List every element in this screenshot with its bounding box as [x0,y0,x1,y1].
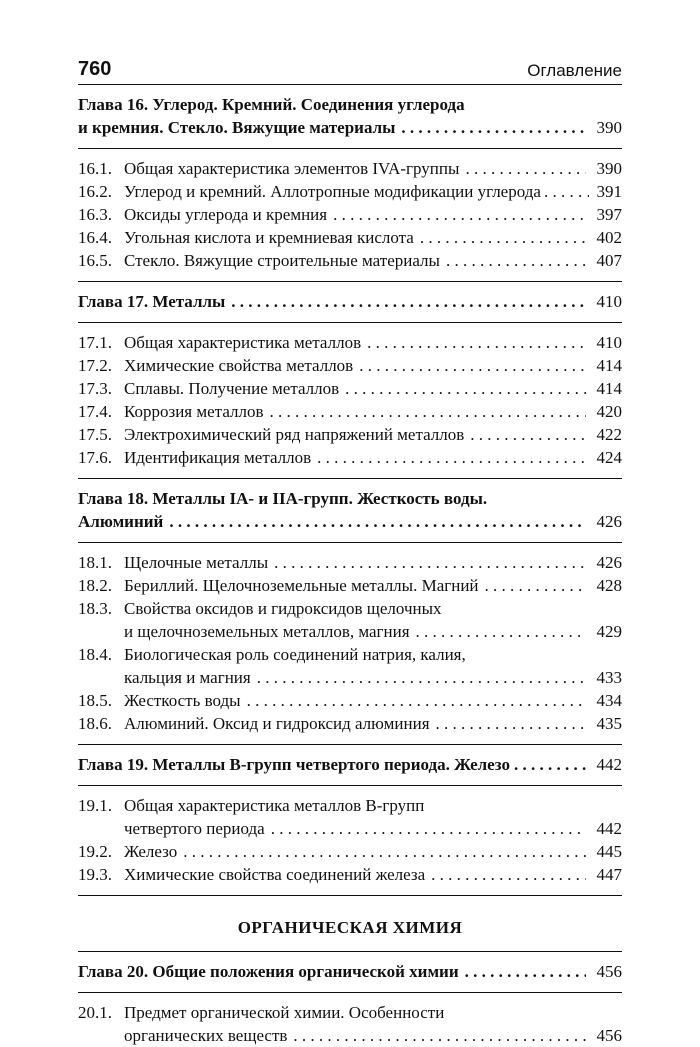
leader-dots [247,689,586,712]
leader-dots [317,446,586,469]
leader-dots [485,574,586,597]
toc-entry: 18.6. Алюминий. Оксид и гидроксид алюминия . . . 435 [78,712,622,735]
leader-dots [231,290,586,313]
toc-entry: 17.5. Электрохимический ряд напряжений металлов . . . 422 [78,423,622,446]
leader-dots [420,226,586,249]
chapter-19-heading: Глава 19. Металлы B-групп четвертого периода. Железо . . . 442 [78,753,622,776]
chapter-rule [78,542,622,543]
leader-dots [333,203,586,226]
toc-entry-cont: органических веществ . . . 456 [78,1024,622,1047]
leader-dots [544,180,589,203]
toc-entry: 18.3. Свойства оксидов и гидроксидов щелочных [78,599,442,618]
chapter-17-heading: Глава 17. Металлы . . . 410 [78,290,622,313]
header-rule [78,84,622,85]
toc-entry: 19.3. Химические свойства соединений железа . . . 447 [78,863,622,886]
toc-entry-cont: четвертого периода . . . 442 [78,817,622,840]
toc-entry: 18.5. Жесткость воды . . . 434 [78,689,622,712]
chapter-18-heading-cont: Алюминий . . . 426 [78,510,622,533]
toc-entry: 19.2. Железо . . . 445 [78,840,622,863]
toc-entry: 17.3. Сплавы. Получение металлов . . . 414 [78,377,622,400]
toc-entry: 16.5. Стекло. Вяжущие строительные материалы . . . 407 [78,249,622,272]
toc-entry: 19.1. Общая характеристика металлов B-групп [78,796,425,815]
toc-entry: 16.1. Общая характеристика элементов IVA-группы . . . 390 [78,157,622,180]
chapter-16-heading: Глава 16. Углерод. Кремний. Соединения углерода [78,95,465,114]
leader-dots [274,551,586,574]
toc-entry: 18.2. Бериллий. Щелочноземельные металлы. Магний . . . 428 [78,574,622,597]
leader-dots [257,666,586,689]
leader-dots [183,840,586,863]
leader-dots [169,510,586,533]
leader-dots [416,620,586,643]
toc-entry: 17.2. Химические свойства металлов . . . 414 [78,354,622,377]
leader-dots [367,331,586,354]
toc-entry: 17.6. Идентификация металлов . . . 424 [78,446,622,469]
toc-entry: 16.4. Угольная кислота и кремниевая кислота . . . 402 [78,226,622,249]
chapter-rule [78,744,622,745]
chapter-18-heading: Глава 18. Металлы IA- и IIA-групп. Жесткость воды. [78,489,488,508]
toc-entry: 17.1. Общая характеристика металлов . . . 410 [78,331,622,354]
table-of-contents [78,93,622,1047]
leader-dots [436,712,586,735]
toc-entry: 17.4. Коррозия металлов . . . 420 [78,400,622,423]
leader-dots [293,1024,586,1047]
chapter-rule [78,785,622,786]
chapter-16-heading-cont: и кремния. Стекло. Вяжущие материалы . . . 390 [78,116,622,139]
leader-dots [345,377,586,400]
leader-dots [470,423,586,446]
toc-entry: 20.1. Предмет органической химии. Особенности [78,1003,445,1022]
running-title: Оглавление [527,61,622,80]
chapter-rule [78,322,622,323]
toc-entry-cont: кальция и магния . . . 433 [78,666,622,689]
page-ref: 390 [596,118,622,137]
chapter-rule [78,992,622,993]
toc-entry: 16.3. Оксиды углерода и кремния . . . 397 [78,203,622,226]
leader-dots [465,960,586,983]
chapter-rule [78,951,622,952]
toc-entry: 16.2. Углерод и кремний. Аллотропные модификации углерода . . . 391 [78,180,622,203]
toc-entry-cont: и щелочноземельных металлов, магния . . . 429 [78,620,622,643]
leader-dots [359,354,586,377]
leader-dots [446,249,586,272]
toc-entry: 18.4. Биологическая роль соединений натрия, калия, [78,645,466,664]
leader-dots [431,863,586,886]
page-header [78,52,622,86]
toc-entry: 18.1. Щелочные металлы . . . 426 [78,551,622,574]
leader-dots [465,157,586,180]
chapter-rule [78,148,622,149]
chapter-rule [78,478,622,479]
leader-dots [271,817,586,840]
leader-dots [514,753,588,776]
chapter-20-heading: Глава 20. Общие положения органической химии . . . 456 [78,960,622,983]
leader-dots [401,116,586,139]
leader-dots [270,400,586,423]
chapter-rule [78,895,622,896]
page-number: 760 [78,58,112,80]
section-title: ОРГАНИЧЕСКАЯ ХИМИЯ [237,918,463,937]
chapter-rule [78,281,622,282]
